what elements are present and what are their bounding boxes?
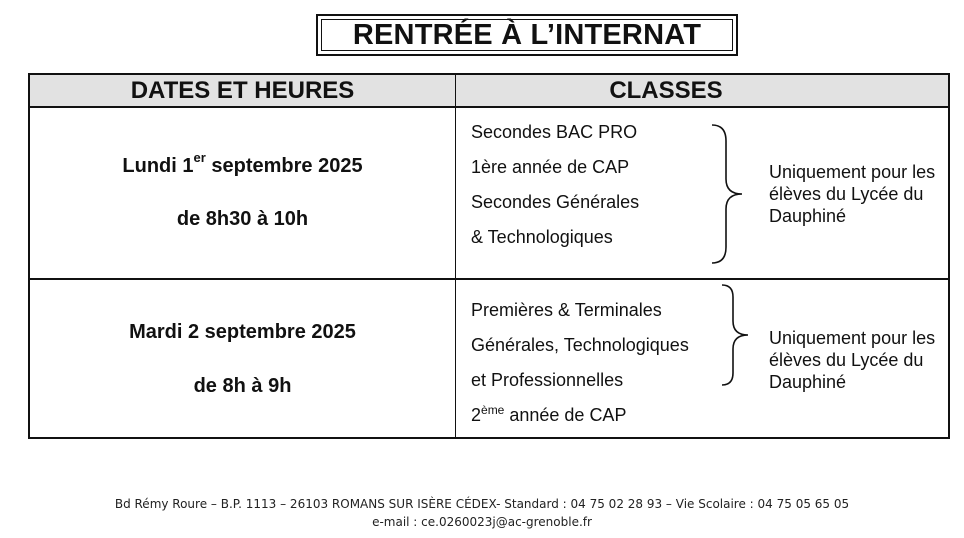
row1-date: Lundi 1er septembre 2025 [122,150,363,177]
row2-brace-icon [718,283,752,387]
footer-address: Bd Rémy Roure – B.P. 1113 – 26103 ROMANS SUR ISÈRE CÉDEX- Standard : 04 75 02 28 93 – Vie Scolaire : 04 75 05 65 05 [114,497,850,511]
row1-class-3: Secondes Générales [471,192,640,212]
row2-class-superscript: ème [481,403,505,417]
row-divider [30,278,948,280]
row2-time: de 8h à 9h [193,375,292,397]
header-dates: DATES ET HEURES [130,76,355,104]
row2-class-1: Premières & Terminales [471,300,662,320]
column-divider [455,75,456,437]
header-classes: CLASSES [609,76,723,104]
row1-brace-icon [706,123,746,265]
row2-class-3: et Professionnelles [471,370,624,390]
page-title: RENTRÉE À L’INTERNAT [321,19,733,51]
row2-class-2: Générales, Technologiques [471,335,689,355]
row2-class-4: 2ème année de CAP [471,403,627,425]
row1-time: de 8h30 à 10h [176,208,309,230]
row1-class-4: & Technologiques [471,227,613,247]
row1-class-2: 1ère année de CAP [471,157,630,177]
row1-class-1: Secondes BAC PRO [471,122,638,142]
row2-date: Mardi 2 septembre 2025 [129,321,356,343]
footer-email: e-mail : ce.0260023j@ac-grenoble.fr [372,515,592,529]
row1-note: Uniquement pour les élèves du Lycée du Dauphiné [769,162,936,226]
title-box [316,14,738,56]
schedule-table [28,73,950,439]
row1-date-superscript: er [193,150,206,166]
row2-note: Uniquement pour les élèves du Lycée du Dauphiné [769,328,936,392]
table-header-row [30,75,948,108]
